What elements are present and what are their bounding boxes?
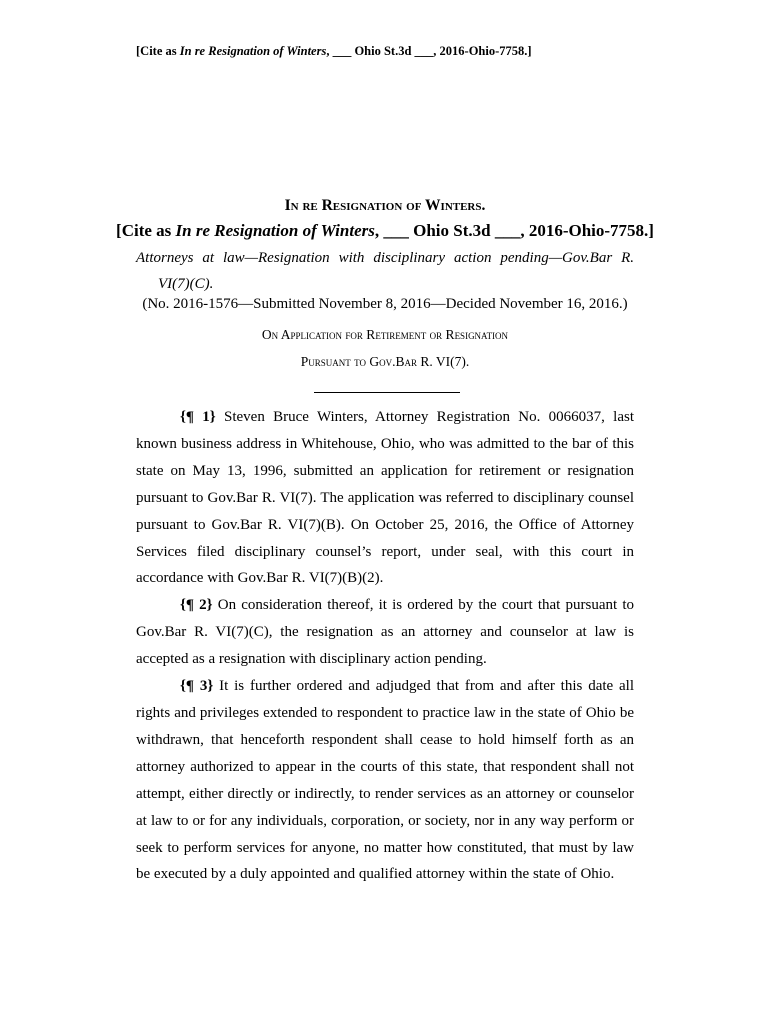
paragraph-marker: {¶ 1} xyxy=(180,409,216,425)
caption-cite-case: In re Resignation of Winters xyxy=(175,221,375,240)
caption-cite-suffix: , ___ Ohio St.3d ___, 2016-Ohio-7758.] xyxy=(374,221,654,240)
paragraph-marker: {¶ 3} xyxy=(180,678,214,695)
paragraph-marker: {¶ 2} xyxy=(180,597,213,614)
paragraph-text: On consideration thereof, it is ordered by the court that pursuant to Gov.Bar R. VI(7)(C), the resignation as an attorney and counselor at law is accepted as a resignation with disciplinary action pending. xyxy=(136,597,634,668)
running-header-citation xyxy=(136,44,532,59)
paragraph-1 xyxy=(136,404,634,592)
caption-citation xyxy=(0,221,770,241)
headnote-line-2: VI(7)(C). xyxy=(158,276,214,292)
headnote-line-1: Attorneys at law—Resignation with disciplinary action pending—Gov.Bar R. xyxy=(136,250,634,266)
headnote xyxy=(136,245,634,297)
paragraph-text: It is further ordered and adjudged that from and after this date all rights and privileges extended to respondent to practice law in the state of Ohio be withdrawn, that henceforth respondent shall cease to hold himself forth as an attorney authorized to appear in the courts of this state, that respondent shall not attempt, either directly or indirectly, to render services as an attorney or counselor at law to or for any individuals, corporation, or society, nor in any way perform or seek to perform services for anyone, no matter how constituted, that must by law be executed by a duly appointed and qualified attorney within the state of Ohio. xyxy=(136,678,635,883)
paragraph-text: Steven Bruce Winters, Attorney Registration No. 0066037, last known business address in Whitehouse, Ohio, who was admitted to the bar of this state on May 13, 1996, submitted an application for retirement or resignation pursuant to Gov.Bar R. VI(7). The application was referred to disciplinary counsel pursuant to Gov.Bar R. VI(7)(B). On October 25, 2016, the Office of Attorney Services filed disciplinary counsel’s report, under seal, with this court in accordance with Gov.Bar R. VI(7)(B)(2). xyxy=(136,409,635,587)
proceeding-line-2: Pursuant to Gov.Bar R. VI(7). xyxy=(300,354,470,369)
header-cite-prefix: [Cite as xyxy=(136,44,180,58)
header-cite-case: In re Resignation of Winters xyxy=(179,44,327,58)
section-divider xyxy=(314,392,460,393)
proceeding-line-1: On Application for Retirement or Resignation xyxy=(261,327,509,342)
opinion-body xyxy=(136,404,634,888)
header-cite-suffix: , ___ Ohio St.3d ___, 2016-Ohio-7758.] xyxy=(326,44,532,58)
paragraph-2 xyxy=(136,592,634,673)
caption-cite-prefix: [Cite as xyxy=(116,221,176,240)
case-number-dates: (No. 2016-1576—Submitted November 8, 2016—Decided November 16, 2016.) xyxy=(142,296,628,312)
paragraph-3 xyxy=(136,673,634,888)
case-title: In re Resignation of Winters. xyxy=(284,197,486,214)
